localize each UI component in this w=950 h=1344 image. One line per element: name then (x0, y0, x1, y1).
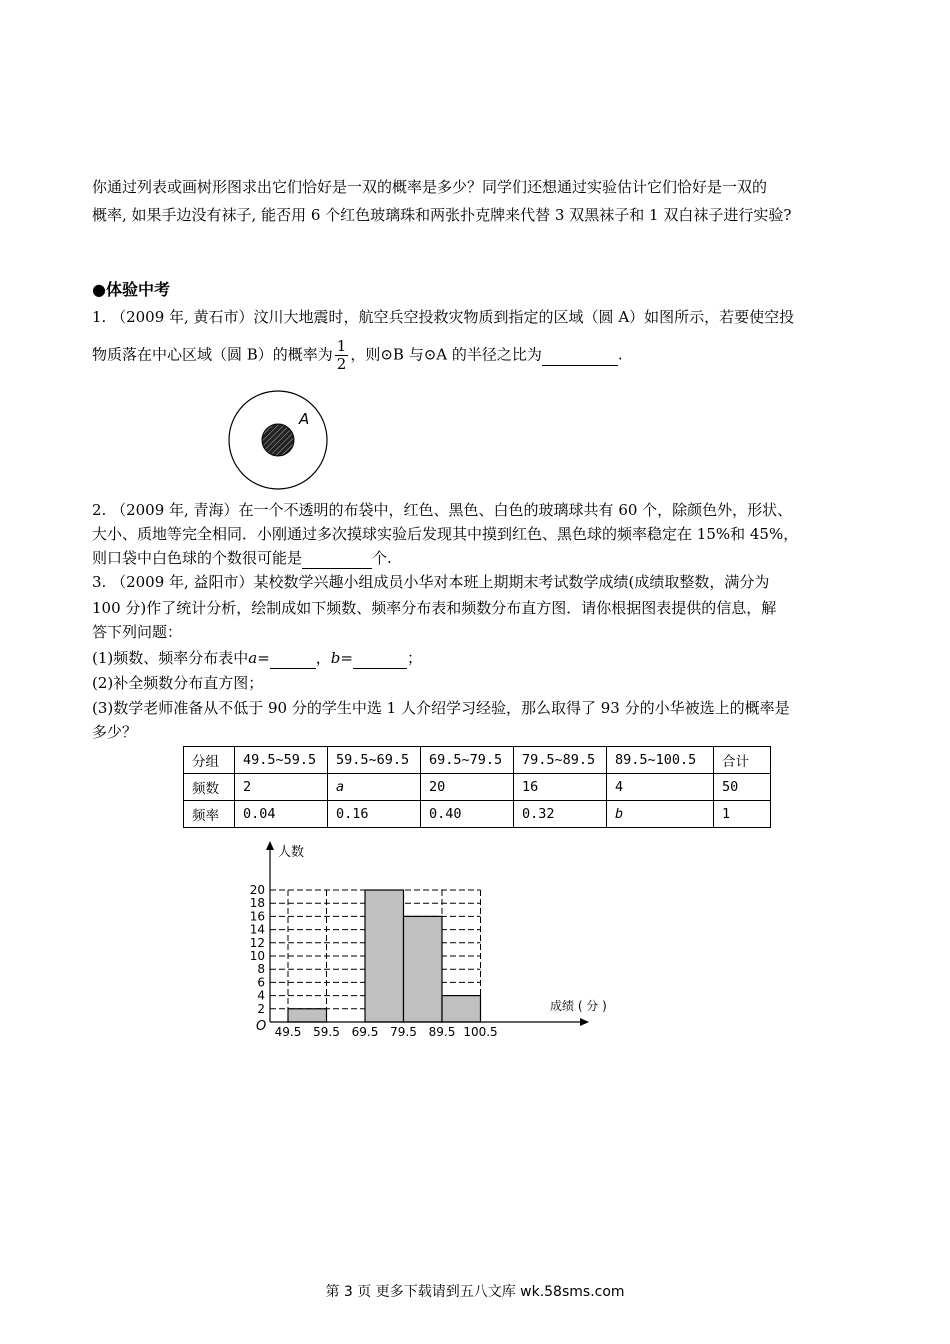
intro-line-2: 概率, 如果手边没有袜子, 能否用 6 个红色玻璃珠和两张扑克牌来代替 3 双黑袜子和 1 双白袜子进行实验? (92, 206, 792, 224)
x-axis-label: 成绩 ( 分 ) (550, 999, 607, 1013)
x-tick-label: 59.5 (313, 1025, 340, 1039)
histogram-bar (442, 996, 481, 1022)
q3-line-2: 100 分)作了统计分析，绘制成如下频数、频率分布表和频数分布直方图．请你根据图表提供的信息，解 (92, 599, 777, 617)
q1-answer-blank[interactable] (542, 345, 618, 366)
y-tick-label: 4 (257, 988, 265, 1003)
y-tick-label: 20 (249, 883, 265, 897)
y-tick-label: 12 (249, 935, 265, 950)
q3-part-2: (2)补全频数分布直方图； (92, 674, 264, 692)
y-tick-label: 14 (249, 922, 265, 937)
y-axis-arrow (266, 841, 274, 850)
table-row (184, 774, 771, 801)
q3-line-1: 3. （2009 年, 益阳市）某校数学兴趣小组成员小华对本班上期期末考试数学成绩(成绩取整数，满分为 (92, 573, 770, 591)
q3-part-1-end: ； (406, 649, 422, 667)
q1-line-2-text: 物质落在中心区域（圆 B）的概率为 (92, 345, 333, 364)
y-tick-label: 10 (249, 949, 265, 963)
q1-line-1: 1. （2009 年, 黄石市）汶川大地震时，航空兵空投救灾物质到指定的区域（圆 A）如图所示，若要使空投 (92, 308, 795, 326)
q1-line-2 (92, 338, 623, 373)
table-cell: 频率 (184, 801, 235, 828)
x-tick-label: 100.5 (463, 1025, 498, 1039)
q3-answer-b-blank[interactable] (353, 648, 407, 669)
q1-circle-figure (226, 392, 332, 490)
q3-var-a: a (248, 649, 258, 667)
q3-part-1 (92, 648, 422, 669)
table-cell: 0.16 (328, 801, 421, 828)
q2-line-1: 2. （2009 年, 青海）在一个不透明的布袋中，红色、黑色、白色的玻璃球共有 60 个，除颜色外，形状、 (92, 501, 793, 519)
table-cell: 49.5~59.5 (235, 747, 328, 774)
page-footer: 第 3 页 更多下载请到五八文库 wk.58sms.com (325, 1284, 625, 1300)
histogram-bar (365, 890, 404, 1022)
q1-line-2-end: . (617, 345, 623, 364)
q1-frac-den: 2 (336, 355, 347, 373)
y-tick-label: 6 (257, 975, 265, 990)
q2-line-3-end: 个. (372, 549, 392, 567)
table-cell: 1 (714, 801, 771, 828)
circle-a-label: A (299, 410, 310, 428)
circle-b (262, 424, 294, 456)
frequency-histogram (240, 838, 607, 1044)
y-axis-label: 人数 (278, 845, 305, 860)
y-tick-label: 2 (257, 1001, 265, 1016)
table-cell: 79.5~89.5 (514, 747, 607, 774)
table-cell: 59.5~69.5 (328, 747, 421, 774)
q2-line-3 (92, 548, 392, 569)
table-cell: 0.04 (235, 801, 328, 828)
histogram-bar (288, 1009, 327, 1022)
table-cell: 2 (235, 774, 328, 801)
q2-line-2: 大小、质地等完全相同．小刚通过多次摸球实验后发现其中摸到红色、黑色球的频率稳定在 15%和 45%， (92, 525, 799, 543)
q1-fraction (335, 338, 349, 373)
q3-part-3-line-2: 多少？ (92, 723, 138, 741)
q1-frac-num: 1 (336, 337, 347, 355)
y-tick-label: 16 (249, 909, 265, 924)
q3-part-3-line-1: (3)数学老师准备从不低于 90 分的学生中选 1 人介绍学习经验，那么取得了 93 分的小华被选上的概率是 (92, 699, 790, 717)
q3-answer-a-blank[interactable] (270, 648, 316, 669)
table-cell: 0.40 (421, 801, 514, 828)
section-heading: ●体验中考 (92, 280, 170, 299)
frequency-table (183, 746, 771, 828)
x-axis-arrow (580, 1018, 589, 1026)
table-cell: 合计 (714, 747, 771, 774)
histogram-bar (404, 916, 443, 1022)
x-tick-label: 89.5 (428, 1025, 456, 1039)
table-cell: 16 (514, 774, 607, 801)
q3-part-1-text: (1)频数、频率分布表中 (92, 649, 249, 667)
table-cell: 20 (421, 774, 514, 801)
x-tick-label: 69.5 (351, 1025, 379, 1039)
origin-label: O (256, 1019, 267, 1034)
intro-line-1: 你通过列表或画树形图求出它们恰好是一双的概率是多少？同学们还想通过实验估计它们恰好是一双的 (92, 178, 768, 196)
q3-sep: ， (315, 649, 331, 667)
table-cell: 分组 (184, 747, 235, 774)
table-cell: 50 (714, 774, 771, 801)
table-cell: 69.5~79.5 (421, 747, 514, 774)
q3-eq-b: = (340, 649, 353, 667)
table-row (184, 747, 771, 774)
q1-line-2-text-b: ，则⊙B 与⊙A 的半径之比为 (350, 345, 542, 364)
table-cell: a (328, 774, 421, 801)
y-tick-label: 18 (249, 896, 265, 911)
table-cell: 4 (607, 774, 714, 801)
q3-eq-a: = (257, 649, 270, 667)
table-cell: 89.5~100.5 (607, 747, 714, 774)
x-tick-label: 79.5 (390, 1025, 417, 1039)
table-row (184, 801, 771, 828)
x-tick-label: 49.5 (274, 1025, 302, 1039)
q3-line-3: 答下列问题： (92, 623, 183, 641)
y-tick-label: 8 (257, 962, 265, 977)
table-cell: 频数 (184, 774, 235, 801)
q3-var-b: b (330, 649, 341, 667)
table-cell: b (607, 801, 714, 828)
q2-answer-blank[interactable] (302, 548, 372, 569)
q2-line-3-text: 则口袋中白色球的个数很可能是 (92, 549, 303, 567)
table-cell: 0.32 (514, 801, 607, 828)
